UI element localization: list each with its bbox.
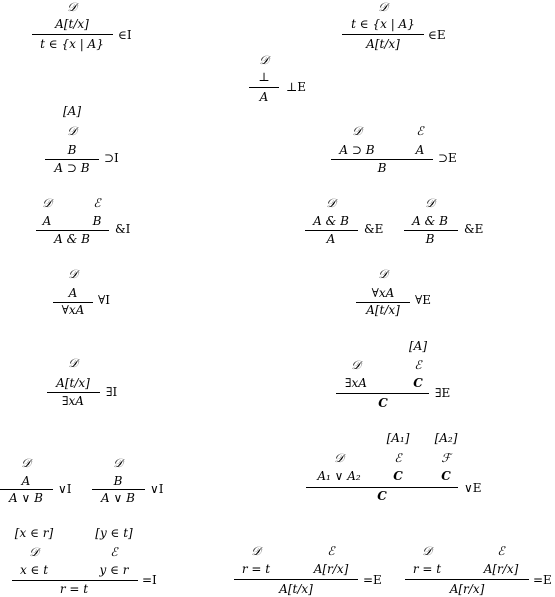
- premise: B: [113, 474, 123, 488]
- inference-line: [306, 487, 458, 488]
- rule-label: &E: [364, 222, 384, 236]
- discharged-assumption-2: [A₂]: [434, 431, 458, 445]
- inference-line: [12, 580, 138, 581]
- derivation-d-symbol: 𝒟: [113, 456, 123, 470]
- premise: t ∈ {x | A}: [351, 17, 415, 31]
- conclusion: ∀xA: [61, 303, 85, 317]
- premise: A[t/x]: [55, 17, 89, 31]
- derivation-e-symbol: ℰ: [327, 544, 335, 558]
- derivation-d-symbol: 𝒟: [259, 53, 269, 67]
- derivation-d-symbol: 𝒟: [378, 0, 388, 14]
- inference-line: [92, 489, 145, 490]
- rule-label: ⊃I: [104, 151, 119, 165]
- rule-label: ∃I: [106, 385, 118, 399]
- premise-left: A: [42, 214, 52, 228]
- conclusion: A ⊃ B: [54, 161, 90, 175]
- discharged-assumption: [A]: [408, 339, 428, 353]
- rule-label: =E: [533, 573, 552, 587]
- inference-line: [32, 34, 113, 35]
- conclusion: A[t/x]: [279, 582, 313, 596]
- derivation-d-symbol: 𝒟: [68, 267, 78, 281]
- premise-right: C: [441, 469, 451, 483]
- premise-right: A[r/x]: [313, 562, 349, 576]
- derivation-e-symbol: ℰ: [110, 545, 118, 559]
- rule-label: ∈I: [118, 28, 132, 42]
- inference-line: [36, 230, 109, 231]
- derivation-e-symbol: ℰ: [416, 124, 424, 138]
- premise-left: A ⊃ B: [339, 143, 375, 157]
- rule-label: ∀I: [98, 293, 110, 307]
- premise-right: C: [413, 376, 423, 390]
- conclusion: A[t/x]: [366, 37, 400, 51]
- rule-label: ⊃E: [438, 151, 457, 165]
- derivation-e-symbol: ℰ: [93, 196, 101, 210]
- rule-label: =I: [142, 573, 157, 587]
- derivation-d-symbol: 𝒟: [326, 196, 336, 210]
- inference-line: [47, 392, 100, 393]
- premise-right: B: [92, 214, 102, 228]
- premise: A: [21, 474, 31, 488]
- rule-label: =E: [363, 573, 382, 587]
- derivation-d-symbol: 𝒟: [352, 124, 362, 138]
- premise: A & B: [313, 214, 349, 228]
- discharged-assumption: [A]: [62, 104, 82, 118]
- derivation-d-symbol: 𝒟: [67, 0, 77, 14]
- rule-label: ∨E: [464, 481, 482, 495]
- conclusion: C: [378, 396, 388, 410]
- premise-left: r = t: [412, 562, 442, 576]
- inference-line: [234, 579, 358, 580]
- premise-left: r = t: [241, 562, 271, 576]
- rule-label: ∨I: [58, 482, 72, 496]
- rule-label: ∈E: [428, 28, 446, 42]
- derivation-e-symbol: ℰ: [394, 451, 402, 465]
- derivation-d-symbol: 𝒟: [68, 356, 78, 370]
- premise: A & B: [412, 214, 448, 228]
- rule-label: ∨I: [150, 482, 164, 496]
- derivation-d-symbol: 𝒟: [422, 544, 432, 558]
- rule-label: ∀E: [415, 293, 432, 307]
- inference-line: [305, 230, 358, 231]
- conclusion: A ∨ B: [101, 491, 135, 505]
- derivation-f-symbol: ℱ: [441, 451, 451, 465]
- derivation-d-symbol: 𝒟: [67, 124, 77, 138]
- conclusion: B: [377, 161, 387, 175]
- premise-middle: C: [393, 469, 403, 483]
- inference-line: [404, 230, 458, 231]
- inference-line: [405, 579, 529, 580]
- derivation-e-symbol: ℰ: [414, 358, 422, 372]
- derivation-d-symbol: 𝒟: [29, 545, 39, 559]
- rule-label: &I: [115, 222, 131, 236]
- conclusion: ∃xA: [62, 394, 84, 408]
- premise: A: [68, 286, 78, 300]
- conclusion: r = t: [59, 582, 89, 596]
- premise-major: A₁ ∨ A₂: [317, 469, 361, 483]
- derivation-d-symbol: 𝒟: [42, 196, 52, 210]
- conclusion: C: [377, 489, 387, 503]
- discharged-assumption-left: [x ∈ r]: [14, 526, 54, 540]
- rule-label: &E: [464, 222, 484, 236]
- premise: A[t/x]: [56, 376, 90, 390]
- inference-line: [0, 489, 53, 490]
- conclusion: A ∨ B: [9, 491, 43, 505]
- premise: ∀xA: [371, 286, 395, 300]
- derivation-d-symbol: 𝒟: [351, 358, 361, 372]
- conclusion: t ∈ {x | A}: [40, 37, 104, 51]
- premise: ⊥: [258, 70, 270, 84]
- discharged-assumption-right: [y ∈ t]: [95, 526, 133, 540]
- discharged-assumption-1: [A₁]: [386, 431, 410, 445]
- premise-left: x ∈ t: [19, 563, 49, 577]
- rule-label: ⊥E: [286, 80, 307, 94]
- inference-line: [336, 393, 429, 394]
- premise-right: A[r/x]: [483, 562, 519, 576]
- inference-line: [342, 34, 424, 35]
- derivation-d-symbol: 𝒟: [21, 456, 31, 470]
- inference-line: [249, 87, 279, 88]
- derivation-d-symbol: 𝒟: [251, 544, 261, 558]
- conclusion: A: [326, 232, 336, 246]
- premise: B: [67, 143, 77, 157]
- inference-line: [331, 159, 433, 160]
- premise-left: ∃xA: [345, 376, 367, 390]
- derivation-e-symbol: ℰ: [497, 544, 505, 558]
- conclusion: A[t/x]: [366, 303, 400, 317]
- derivation-d-symbol: 𝒟: [334, 451, 344, 465]
- conclusion: A: [259, 90, 269, 104]
- conclusion: B: [425, 232, 435, 246]
- rule-label: ∃E: [435, 386, 451, 400]
- derivation-d-symbol: 𝒟: [378, 267, 388, 281]
- premise-right: A: [415, 143, 425, 157]
- premise-right: y ∈ r: [99, 563, 129, 577]
- inference-line: [45, 159, 99, 160]
- conclusion: A[r/x]: [449, 582, 485, 596]
- conclusion: A & B: [54, 232, 90, 246]
- derivation-d-symbol: 𝒟: [425, 196, 435, 210]
